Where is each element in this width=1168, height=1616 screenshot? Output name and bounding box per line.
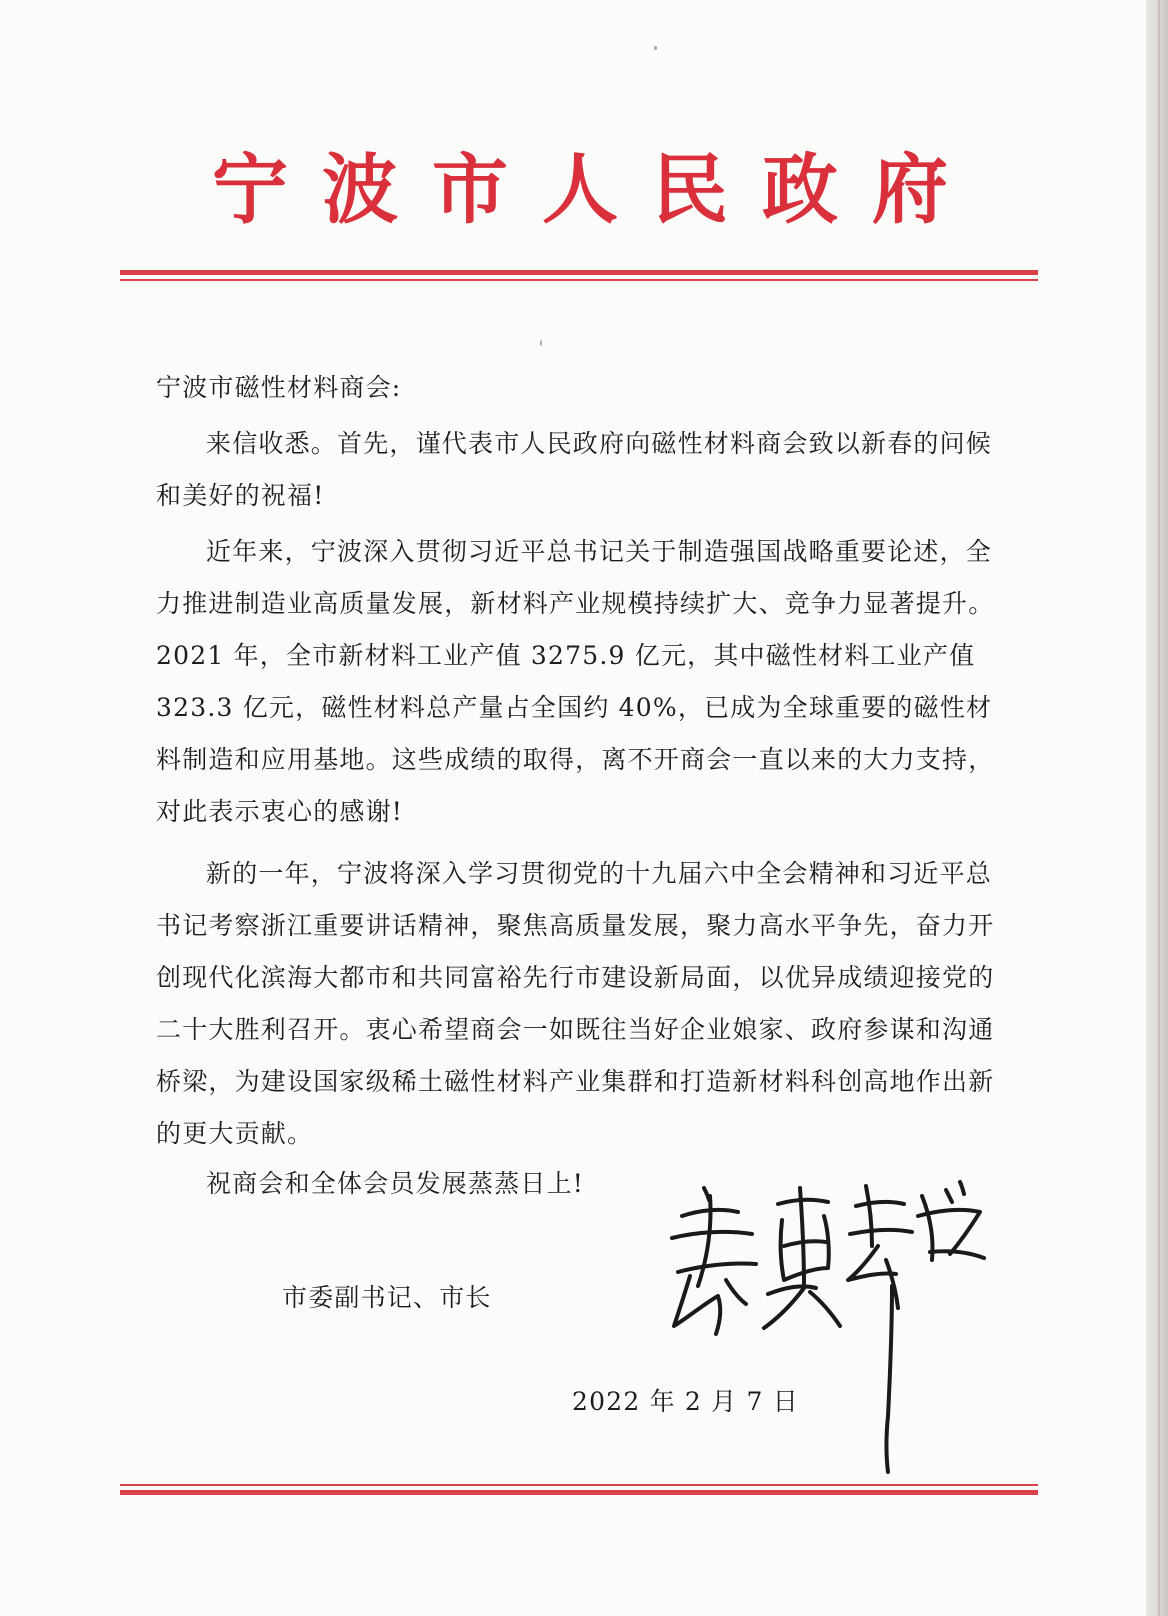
paper-edge-line [1158,0,1160,1616]
paper-edge [1146,0,1168,1616]
footer-rule [120,1484,1038,1495]
signer-title: 市委副书记、市长 [282,1283,492,1312]
paragraph-text: 祝商会和全体会员发展蒸蒸日上! [206,1169,585,1198]
paragraph-text: 新的一年，宁波将深入学习贯彻党的十九届六中全会精神和习近平总书记考察浙江重要讲话精神，聚焦高质量发展，聚力高水平争先，奋力开创现代化滨海大都市和共同富裕先行市建设新局面，以优异成绩迎接党的二十大胜利召开。衷心希望商会一如既往当好企业娘家、政府参谋和沟通桥梁，为建设国家级稀土磁性材料产业集群和打造新材料科创高地作出新的更大贡献。 [156,859,995,1148]
letterhead-title: 宁波市人民政府 [212,145,982,234]
salutation: 宁波市磁性材料商会: [156,373,402,402]
rule-thin-line [120,279,1038,281]
paragraph-text: 近年来，宁波深入贯彻习近平总书记关于制造强国战略重要论述，全力推进制造业高质量发展，新材料产业规模持续扩大、竞争力显著提升。2021 年，全市新材料工业产值 3275.9 亿元，其中磁性材料工业产值 323.3 亿元，磁性材料总产量占全国约 40%，已成为全球重要的磁性材料制造和应用基地。这些成绩的取得，离不开商会一直以来的大力支持，对此表示衷心的感谢! [156,537,995,826]
letterhead-rule [120,270,1038,281]
rule-thin-line [120,1484,1038,1486]
paragraph-3 [156,848,996,1160]
paragraph-2 [156,526,996,838]
rule-thick-line [120,1490,1038,1495]
paragraph-text: 来信收悉。首先，谨代表市人民政府向磁性材料商会致以新春的问候和美好的祝福! [156,429,993,510]
handwritten-signature-icon [660,1176,1000,1476]
letter-date: 2022 年 2 月 7 日 [572,1387,799,1416]
scan-speck [654,46,657,50]
scan-speck [540,340,542,346]
rule-thick-line [120,270,1038,275]
paragraph-1 [156,418,996,522]
